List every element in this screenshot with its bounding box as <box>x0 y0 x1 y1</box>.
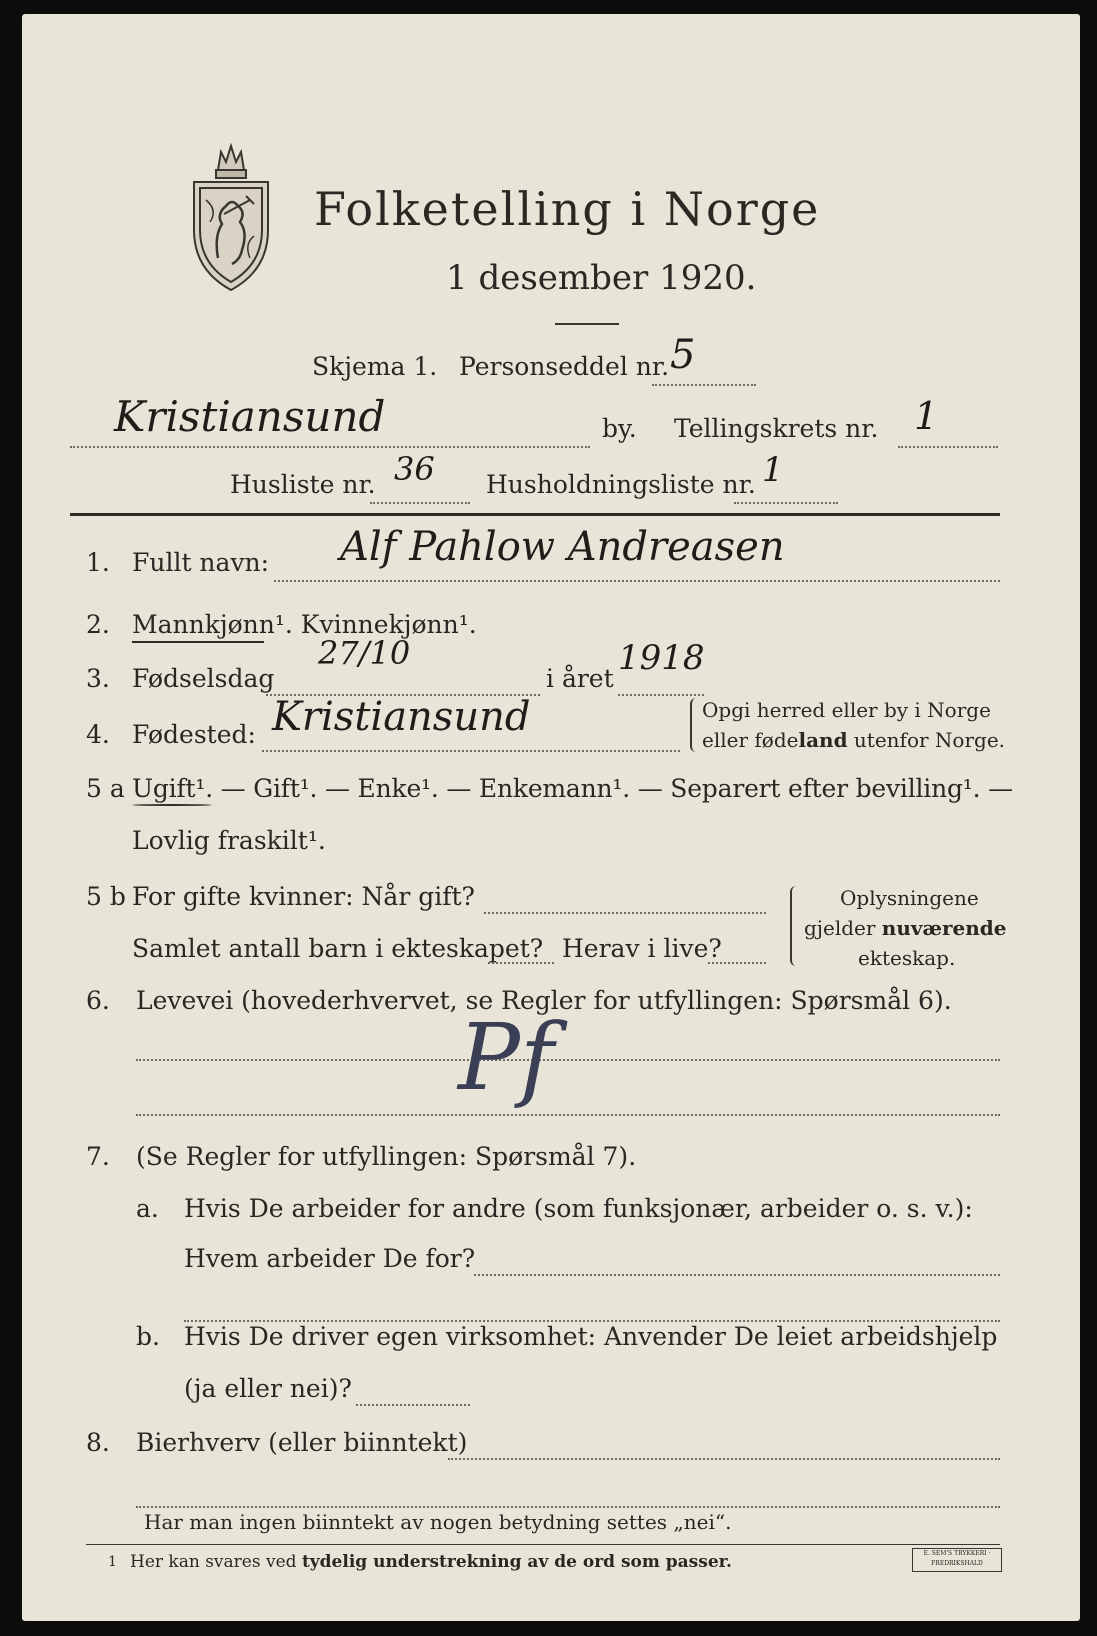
q7b-line1: Hvis De driver egen virksomhet: Anvender De leiet arbeidshjelp <box>184 1322 998 1351</box>
census-form-page <box>22 14 1080 1621</box>
birthplace-value[interactable]: Kristiansund <box>272 694 531 740</box>
q3-year-label: i året <box>546 664 614 693</box>
q2-label: Mannkjønn¹. Kvinnekjønn¹. <box>132 610 477 639</box>
q6-number: 6. <box>86 986 110 1015</box>
form-title: Folketelling i Norge <box>314 182 821 236</box>
q5a-line1: Ugift¹. — Gift¹. — Enke¹. — Enkemann¹. — Separert efter bevilling¹. — <box>132 774 1013 803</box>
q4-label: Fødested: <box>132 720 256 749</box>
tellingskrets-label: Tellingskrets nr. <box>674 414 879 443</box>
footnote-rule <box>86 1544 1000 1545</box>
birthday-value[interactable]: 27/10 <box>318 634 411 672</box>
q7a-number: a. <box>136 1194 159 1223</box>
husliste-label: Husliste nr. <box>230 470 376 499</box>
full-name-value[interactable]: Alf Pahlow Andreasen <box>340 524 785 570</box>
gender-underline <box>132 641 264 643</box>
q8-note: Har man ingen biinntekt av nogen betydning settes „nei“. <box>144 1510 732 1534</box>
q4-note-line1: Opgi herred eller by i Norge <box>702 698 991 722</box>
q7b-line2: (ja eller nei)? <box>184 1374 352 1403</box>
tellingskrets-value[interactable]: 1 <box>914 394 939 438</box>
q5b-line2a: Samlet antall barn i ekteskapet? <box>132 934 544 963</box>
husholdning-value[interactable]: 1 <box>762 450 784 490</box>
q5b-note1: Oplysningene <box>840 886 979 910</box>
coat-of-arms-icon <box>188 140 274 298</box>
q5b-note2: gjelder nuværende <box>804 916 1007 940</box>
q5a-number: 5 a <box>86 774 125 803</box>
q5a-line2: Lovlig fraskilt¹. <box>132 826 326 855</box>
personseddel-label: Personseddel nr. <box>459 352 670 381</box>
q7-number: 7. <box>86 1142 110 1171</box>
husliste-value[interactable]: 36 <box>394 450 435 488</box>
city-value[interactable]: Kristiansund <box>114 392 386 441</box>
marital-underline <box>132 804 212 806</box>
skjema-label: Skjema 1. <box>312 352 438 381</box>
q1-label: Fullt navn: <box>132 548 270 577</box>
footnote-text: Her kan svares ved tydelig understrekning av de ord som passer. <box>130 1552 732 1572</box>
q3-number: 3. <box>86 664 110 693</box>
q4-number: 4. <box>86 720 110 749</box>
q7b-number: b. <box>136 1322 160 1351</box>
header-rule <box>70 513 1000 516</box>
q7-label: (Se Regler for utfyllingen: Spørsmål 7). <box>136 1142 637 1171</box>
title-divider <box>555 323 619 325</box>
q5b-note3: ekteskap. <box>858 946 956 970</box>
q7a-line2: Hvem arbeider De for? <box>184 1244 476 1273</box>
q1-number: 1. <box>86 548 110 577</box>
q5b-line2b: Herav i live? <box>562 934 722 963</box>
form-date: 1 desember 1920. <box>446 258 757 298</box>
q8-label: Bierhverv (eller biinntekt) <box>136 1428 468 1457</box>
q6-label: Levevei (hovederhvervet, se Regler for utfyllingen: Spørsmål 6). <box>136 986 952 1015</box>
q8-number: 8. <box>86 1428 110 1457</box>
printer-stamp: E. SEM'S TRYKKERI · FREDRIKSHALD <box>912 1548 1002 1572</box>
q3-label: Fødselsdag <box>132 664 275 693</box>
husholdning-label: Husholdningsliste nr. <box>486 470 756 499</box>
q5b-line1: For gifte kvinner: Når gift? <box>132 882 475 911</box>
q4-note-line2: eller fødeland utenfor Norge. <box>702 728 1006 752</box>
q5b-number: 5 b <box>86 882 126 911</box>
occupation-mark[interactable]: Pf <box>458 1004 554 1111</box>
footnote-mark: 1 <box>108 1554 117 1570</box>
q7a-line1: Hvis De arbeider for andre (som funksjonær, arbeider o. s. v.): <box>184 1194 973 1223</box>
birth-year-value[interactable]: 1918 <box>618 638 705 678</box>
q2-number: 2. <box>86 610 110 639</box>
personseddel-value[interactable]: 5 <box>670 332 696 378</box>
by-label: by. <box>602 414 637 443</box>
